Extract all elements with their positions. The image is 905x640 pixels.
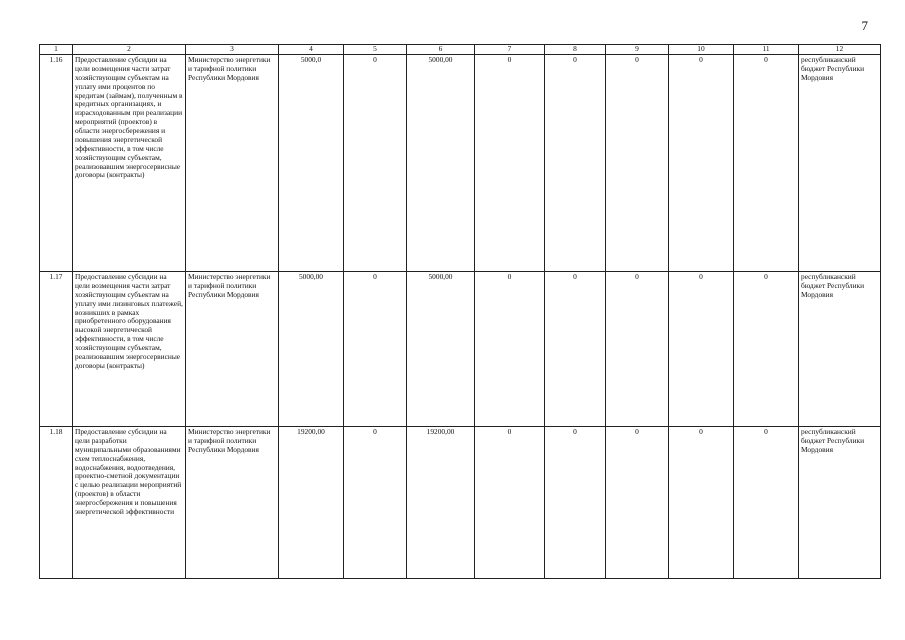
row-value-col8: 0: [545, 272, 606, 427]
page-number: 7: [861, 18, 868, 33]
row-value-col9: 0: [606, 427, 669, 579]
row-code: 1.16: [40, 55, 73, 272]
row-value-col6: 5000,00: [407, 272, 475, 427]
column-header: 6: [407, 45, 475, 55]
row-description: Предоставление субсидии на цели разработки муниципальными образованиями схем теплоснабжения, водоснабжения, водоотведения, проектно-сметной документации с целью реализации мероприятий (проектов) в области энергосбережения и повышения энергетической эффективности: [73, 427, 186, 579]
row-value-col10: 0: [669, 272, 734, 427]
row-code: 1.17: [40, 272, 73, 427]
table-row: [40, 427, 881, 579]
column-header: 9: [606, 45, 669, 55]
row-description: Предоставление субсидии на цели возмещения части затрат хозяйствующим субъектам на уплату ими лизинговых платежей, возникших в рамках приобретенного оборудования высокой энергетической эффективности, в том числе хозяйствующим субъектам, реализовавшим энергосервисные договоры (контракты): [73, 272, 186, 427]
program-table: [39, 44, 881, 579]
row-value-col7: 0: [475, 272, 545, 427]
row-value-col11: 0: [734, 272, 799, 427]
column-header: 8: [545, 45, 606, 55]
row-value-col9: 0: [606, 55, 669, 272]
column-header: 7: [475, 45, 545, 55]
column-header: 1: [40, 45, 73, 55]
column-header: 3: [186, 45, 279, 55]
row-value-col11: 0: [734, 427, 799, 579]
column-header: 5: [344, 45, 407, 55]
row-funding-source: республиканский бюджет Республики Мордовия: [799, 272, 881, 427]
row-executor: Министерство энергетики и тарифной политики Республики Мордовия: [186, 55, 279, 272]
row-value-col4: 5000,0: [279, 55, 344, 272]
column-header: 11: [734, 45, 799, 55]
row-value-col4: 19200,00: [279, 427, 344, 579]
row-value-col7: 0: [475, 427, 545, 579]
column-header: 12: [799, 45, 881, 55]
row-description: Предоставление субсидии на цели возмещения части затрат хозяйствующим субъектам на уплату ими процентов по кредитам (займам), полученным в кредитных организациях, и израсходованным при реализации мероприятий (проектов) в области энергосбережения и повышения энергетической эффективности, в том числе хозяйствующим субъектам, реализовавшим энергосервисные договоры (контракты): [73, 55, 186, 272]
table-row: [40, 272, 881, 427]
table-row: [40, 55, 881, 272]
row-value-col11: 0: [734, 55, 799, 272]
column-header: 4: [279, 45, 344, 55]
row-funding-source: республиканский бюджет Республики Мордовия: [799, 427, 881, 579]
row-value-col8: 0: [545, 427, 606, 579]
row-value-col9: 0: [606, 272, 669, 427]
column-header: 10: [669, 45, 734, 55]
row-executor: Министерство энергетики и тарифной политики Республики Мордовия: [186, 427, 279, 579]
row-code: 1.18: [40, 427, 73, 579]
header-row: [40, 45, 881, 55]
row-value-col7: 0: [475, 55, 545, 272]
row-value-col8: 0: [545, 55, 606, 272]
row-value-col5: 0: [344, 55, 407, 272]
row-value-col4: 5000,00: [279, 272, 344, 427]
row-value-col6: 5000,00: [407, 55, 475, 272]
column-header: 2: [73, 45, 186, 55]
row-value-col10: 0: [669, 55, 734, 272]
row-funding-source: республиканский бюджет Республики Мордовия: [799, 55, 881, 272]
row-executor: Министерство энергетики и тарифной политики Республики Мордовия: [186, 272, 279, 427]
row-value-col5: 0: [344, 427, 407, 579]
row-value-col10: 0: [669, 427, 734, 579]
row-value-col6: 19200,00: [407, 427, 475, 579]
row-value-col5: 0: [344, 272, 407, 427]
